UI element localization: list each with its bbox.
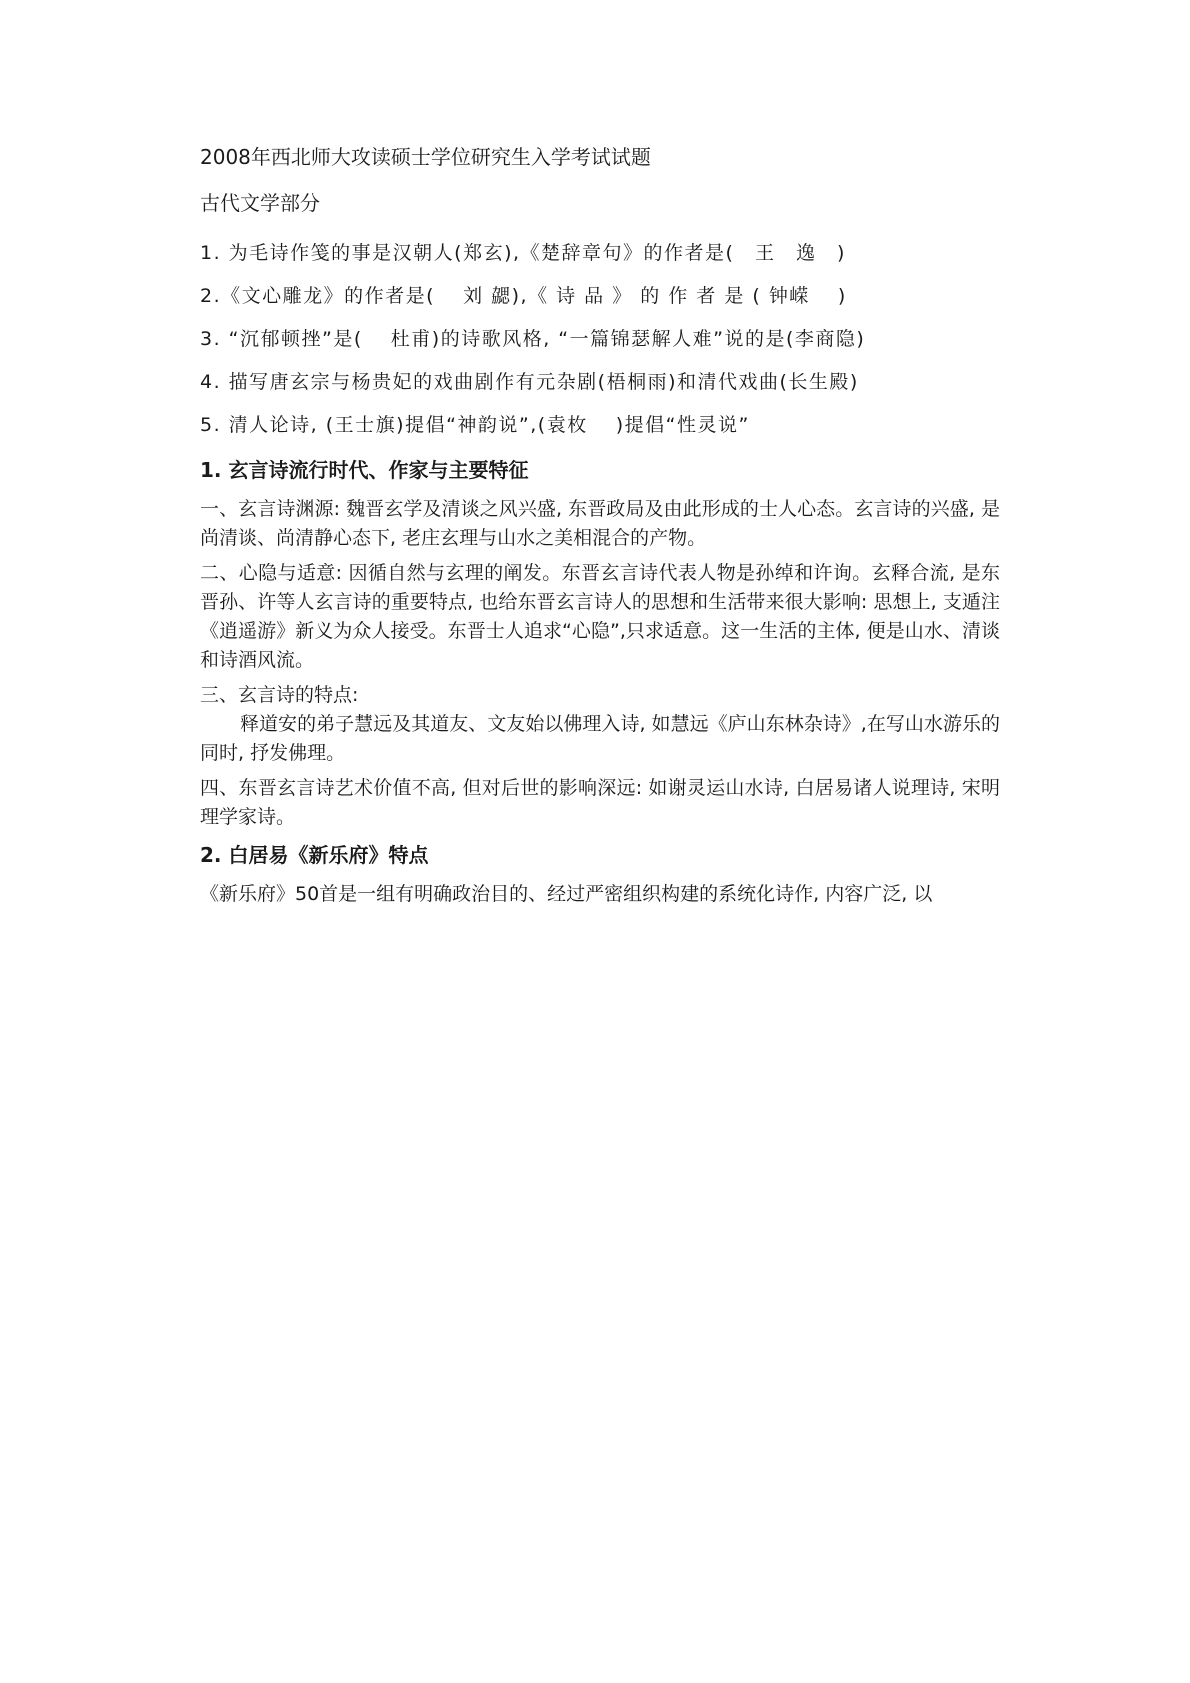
paragraph-features-heading: 三、玄言诗的特点: bbox=[200, 684, 359, 706]
page-title: 2008年西北师大攻读硕士学位研究生入学考试试题 bbox=[200, 145, 651, 169]
paragraph-huiyuan: 释道安的弟子慧远及其道友、文友始以佛理入诗, 如慧远《庐山东林杂诗》,在写山水游乐的同时, 抒发佛理。 bbox=[200, 713, 1000, 764]
exam-page bbox=[200, 140, 1000, 909]
section-subtitle: 古代文学部分 bbox=[200, 191, 320, 215]
question-item-4: 4. 描写唐玄宗与杨贵妃的戏曲剧作有元杂剧(梧桐雨)和清代戏曲(长生殿) bbox=[200, 371, 859, 393]
section-heading-1: 1. 玄言诗流行时代、作家与主要特征 bbox=[200, 458, 529, 482]
question-item-2: 2.《文心雕龙》的作者是( 刘 勰),《 诗 品 》 的 作 者 是 ( 钟嵘 ) bbox=[200, 285, 847, 307]
paragraph-influence: 四、东晋玄言诗艺术价值不高, 但对后世的影响深远: 如谢灵运山水诗, 白居易诸人说理诗, 宋明理学家诗。 bbox=[200, 777, 1000, 828]
question-item-3: 3. “沉郁顿挫”是( 杜甫)的诗歌风格, “一篇锦瑟解人难”说的是(李商隐) bbox=[200, 328, 866, 350]
question-item-1: 1. 为毛诗作笺的事是汉朝人(郑玄),《楚辞章句》的作者是( 王 逸 ) bbox=[200, 242, 846, 264]
paragraph-xinyin: 二、心隐与适意: 因循自然与玄理的阐发。东晋玄言诗代表人物是孙绰和许询。玄释合流, 是东晋孙、许等人玄言诗的重要特点, 也给东晋玄言诗人的思想和生活带来很大影响: 思想上, 支遁注《逍遥游》新义为众人接受。东晋士人追求“心隐”,只求适意。这一生活的主体, 便是山水、清谈和诗酒风流。 bbox=[200, 562, 1000, 671]
paragraph-origin: 一、玄言诗渊源: 魏晋玄学及清谈之风兴盛, 东晋政局及由此形成的士人心态。玄言诗的兴盛, 是尚清谈、尚清静心态下, 老庄玄理与山水之美相混合的产物。 bbox=[200, 498, 1000, 549]
question-item-5: 5. 清人论诗, (王士旗)提倡“神韵说”,(袁枚 )提倡“性灵说” bbox=[200, 414, 750, 436]
section-heading-2: 2. 白居易《新乐府》特点 bbox=[200, 843, 429, 867]
question-list bbox=[200, 238, 1000, 440]
paragraph-xinyuefu: 《新乐府》50首是一组有明确政治目的、经过严密组织构建的系统化诗作, 内容广泛, 以 bbox=[200, 883, 933, 905]
